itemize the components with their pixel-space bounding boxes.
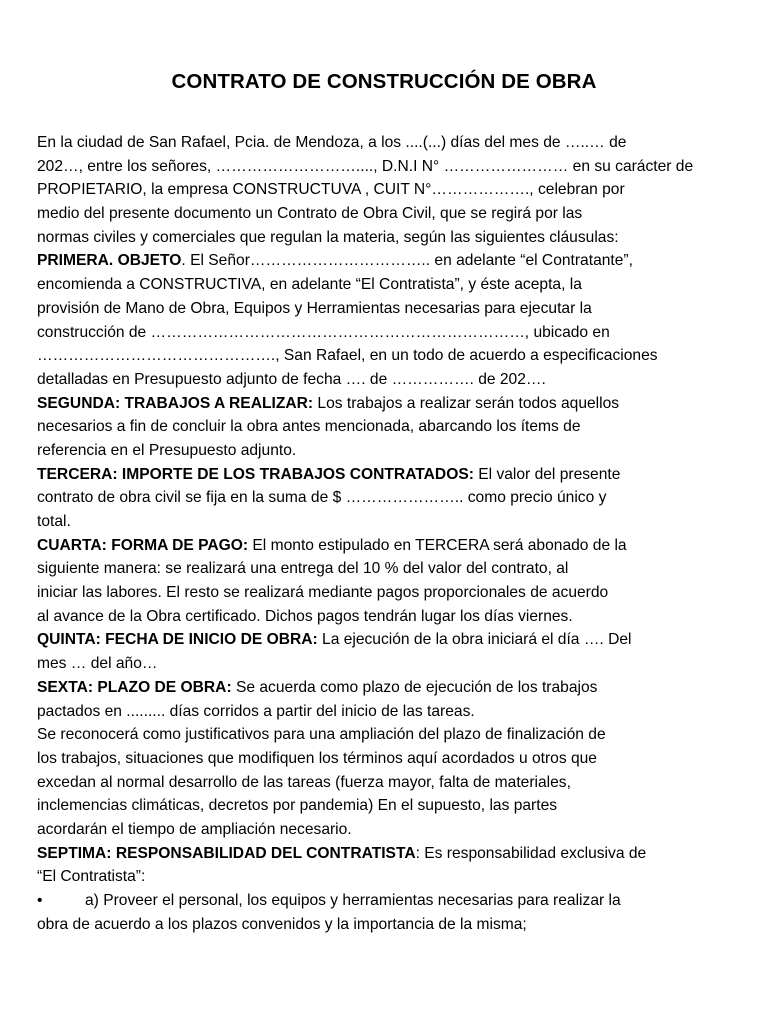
line-text: pactados en ......... días corridos a partir del inicio de las tareas. (37, 702, 475, 720)
text-line (37, 865, 737, 889)
line-text: los trabajos, situaciones que modifiquen los términos aquí acordados u otros que (37, 749, 597, 767)
line-text: total. (37, 513, 71, 530)
text-line (37, 226, 737, 250)
line-text: a) Proveer el personal, los equipos y herramientas necesarias para realizar la (85, 892, 621, 909)
line-text: al avance de la Obra certificado. Dichos pagos tendrán lugar los días viernes. (37, 607, 573, 625)
page-title: CONTRATO DE CONSTRUCCIÓN DE OBRA (171, 70, 597, 93)
text-line (37, 510, 737, 534)
text-line (37, 913, 737, 937)
text-line (37, 486, 737, 510)
text-line (37, 131, 737, 155)
text-line (37, 842, 737, 866)
clause-heading: CUARTA: FORMA DE PAGO: (37, 536, 249, 554)
text-line (37, 155, 737, 179)
text-line (37, 463, 737, 487)
text-line (37, 415, 737, 439)
clause-heading: SEGUNDA: TRABAJOS A REALIZAR: (37, 394, 314, 412)
line-text: obra de acuerdo a los plazos convenidos y la importancia de la misma; (37, 915, 527, 933)
text-line (37, 439, 737, 463)
text-line (37, 581, 737, 605)
line-text: siguiente manera: se realizará una entrega del 10 % del valor del contrato, al (37, 560, 569, 578)
text-line (37, 273, 737, 297)
line-text: PROPIETARIO, la empresa CONSTRUCTUVA , CUIT N°………………., celebran por (37, 181, 625, 199)
text-line (37, 794, 737, 818)
text-line (37, 557, 737, 581)
text-line (37, 771, 737, 795)
text-line (37, 534, 737, 558)
text-line (37, 297, 737, 321)
line-text: excedan al normal desarrollo de las tareas (fuerza mayor, falta de materiales, (37, 773, 571, 791)
line-text: necesarios a fin de concluir la obra antes mencionada, abarcando los ítems de (37, 418, 581, 436)
line-text: . El Señor…………………………….. en adelante “el Contratante”, (181, 252, 633, 270)
line-text: contrato de obra civil se fija en la suma de $ ………………….. como precio único y (37, 489, 607, 507)
line-text: 202…, entre los señores, ………………………...., D.N.I N° …………………… en su carácter de (37, 157, 694, 175)
line-text: Se acuerda como plazo de ejecución de los trabajos (231, 678, 598, 696)
line-text: El valor del presente (473, 465, 621, 483)
line-text: iniciar las labores. El resto se realizará mediante pagos proporcionales de acuerdo (37, 584, 609, 602)
line-text: mes … del año… (37, 655, 158, 673)
line-text: Los trabajos a realizar serán todos aquellos (313, 394, 620, 412)
text-line (37, 628, 737, 652)
text-line (37, 392, 737, 416)
bullet-marker: • (37, 892, 43, 909)
line-text: detalladas en Presupuesto adjunto de fecha …. de ……………. de 202…. (37, 370, 546, 388)
text-line (37, 818, 737, 842)
text-line (37, 889, 737, 913)
line-text: referencia en el Presupuesto adjunto. (37, 441, 297, 459)
line-text: “El Contratista”: (37, 868, 146, 886)
contract-body (37, 131, 737, 936)
text-line (37, 368, 737, 392)
text-line (37, 747, 737, 771)
line-text: construcción de ………………………………………………………………, ubicado en (37, 323, 610, 341)
text-line (37, 321, 737, 345)
text-line (37, 605, 737, 629)
text-line (37, 700, 737, 724)
line-text: La ejecución de la obra iniciará el día …. Del (317, 631, 632, 649)
line-text: En la ciudad de San Rafael, Pcia. de Mendoza, a los ....(...) días del mes de …..… de (37, 134, 627, 151)
clause-heading: QUINTA: FECHA DE INICIO DE OBRA: (37, 631, 318, 649)
text-line (37, 178, 737, 202)
line-text: acordarán el tiempo de ampliación necesario. (37, 820, 352, 838)
clause-heading: SEXTA: PLAZO DE OBRA: (37, 678, 232, 696)
text-line (37, 676, 737, 700)
line-text: provisión de Mano de Obra, Equipos y Herramientas necesarias para ejecutar la (37, 299, 592, 317)
clause-heading: PRIMERA. OBJETO (37, 252, 182, 270)
line-text: normas civiles y comerciales que regulan la materia, según las siguientes cláusulas: (37, 228, 619, 246)
line-text: inclemencias climáticas, decretos por pandemia) En el supuesto, las partes (37, 797, 558, 815)
text-line (37, 344, 737, 368)
line-text: ………………………………………., San Rafael, en un todo de acuerdo a especificaciones (37, 347, 658, 365)
line-text: Se reconocerá como justificativos para una ampliación del plazo de finalización de (37, 726, 606, 744)
text-line (37, 652, 737, 676)
clause-heading: SEPTIMA: RESPONSABILIDAD DEL CONTRATISTA (37, 844, 416, 862)
text-line (37, 249, 737, 273)
clause-heading: TERCERA: IMPORTE DE LOS TRABAJOS CONTRATADOS: (37, 465, 474, 483)
line-text: : Es responsabilidad exclusiva de (415, 844, 647, 862)
text-line (37, 723, 737, 747)
text-line (37, 202, 737, 226)
line-text: encomienda a CONSTRUCTIVA, en adelante “El Contratista”, y éste acepta, la (37, 276, 582, 294)
line-text: El monto estipulado en TERCERA será abonado de la (248, 536, 627, 554)
line-text: medio del presente documento un Contrato de Obra Civil, que se regirá por las (37, 205, 583, 223)
